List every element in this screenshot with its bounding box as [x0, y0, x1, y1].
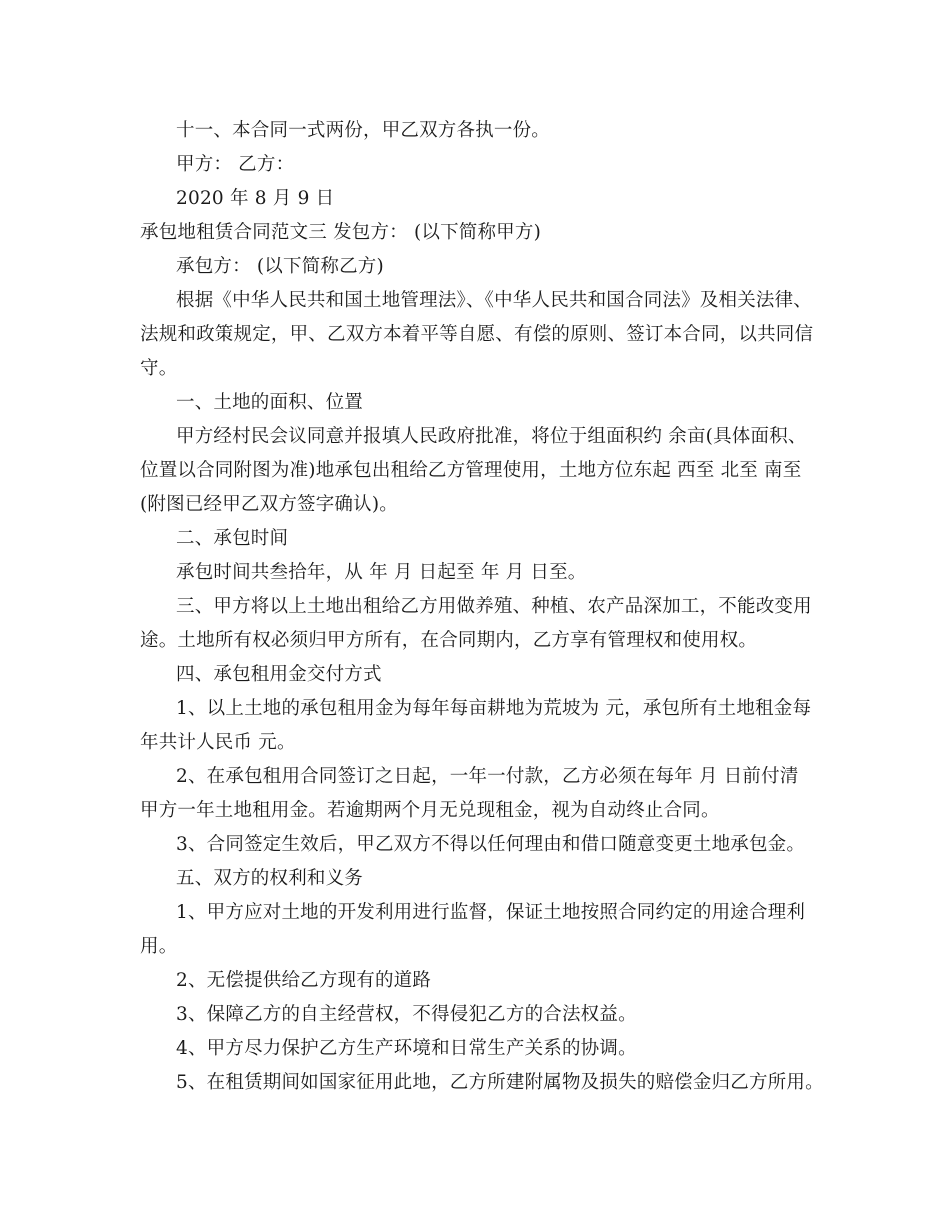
section-1-body-line-1: 甲方经村民会议同意并报填人民政府批准，将位于组面积约 余亩(具体面积、	[176, 426, 807, 447]
section-3-line-2: 途。土地所有权必须归甲方所有，在合同期内，乙方享有管理权和使用权。	[140, 630, 758, 651]
preamble-line-2: 法规和政策规定，甲、乙双方本着平等自愿、有偿的原则、签订本合同，以共同信	[140, 324, 814, 345]
section-4-heading: 四、承包租用金交付方式	[176, 664, 382, 685]
section-4-item-2-line-2: 甲方一年土地租用金。若逾期两个月无兑现租金，视为自动终止合同。	[140, 800, 720, 821]
signing-date: 2020 年 8 月 9 日	[176, 188, 335, 209]
section-3-line-1: 三、甲方将以上土地出租给乙方用做养殖、种植、农产品深加工，不能改变用	[176, 596, 812, 617]
preamble-line-3: 守。	[140, 358, 178, 379]
section-4-item-1-line-2: 年共计人民币 元。	[140, 732, 296, 753]
lessee-line: 承包方： (以下简称乙方)	[176, 256, 384, 277]
section-1-body-line-2: 位置以合同附图为准)地承包出租给乙方管理使用，土地方位东起 西至 北至 南至	[140, 460, 802, 481]
section-1-body-line-3: (附图已经甲乙双方签字确认)。	[140, 494, 398, 515]
section-5-item-1-line-1: 1、甲方应对土地的开发利用进行监督，保证土地按照合同约定的用途合理利	[176, 902, 806, 923]
section-4-item-1-line-1: 1、以上土地的承包租用金为每年每亩耕地为荒坡为 元，承包所有土地租金每	[176, 698, 812, 719]
section-2-heading: 二、承包时间	[176, 528, 289, 549]
section-4-item-3: 3、合同签定生效后，甲乙双方不得以任何理由和借口随意变更土地承包金。	[176, 834, 806, 855]
section-1-heading: 一、土地的面积、位置	[176, 392, 364, 413]
clause-11-copies: 十一、本合同一式两份，甲乙双方各执一份。	[176, 120, 551, 141]
section-5-item-4: 4、甲方尽力保护乙方生产环境和日常生产关系的协调。	[176, 1038, 637, 1059]
section-5-item-3: 3、保障乙方的自主经营权，不得侵犯乙方的合法权益。	[176, 1004, 637, 1025]
section-2-body: 承包时间共叁拾年，从 年 月 日起至 年 月 日至。	[176, 562, 587, 583]
section-5-heading: 五、双方的权利和义务	[176, 868, 364, 889]
section-5-item-5: 5、在租赁期间如国家征用此地，乙方所建附属物及损失的赔偿金归乙方所用。	[176, 1072, 824, 1093]
section-5-item-2: 2、无偿提供给乙方现有的道路	[176, 970, 432, 991]
preamble-line-1: 根据《中华人民共和国土地管理法》、《中华人民共和国合同法》及相关法律、	[176, 290, 813, 311]
section-4-item-2-line-1: 2、在承包租用合同签订之日起，一年一付款，乙方必须在每年 月 日前付清	[176, 766, 799, 787]
signature-parties-line: 甲方： 乙方：	[176, 154, 295, 175]
contract-title-and-lessor: 承包地租赁合同范文三 发包方： (以下简称甲方)	[140, 222, 541, 243]
section-5-item-1-line-2: 用。	[140, 936, 178, 957]
